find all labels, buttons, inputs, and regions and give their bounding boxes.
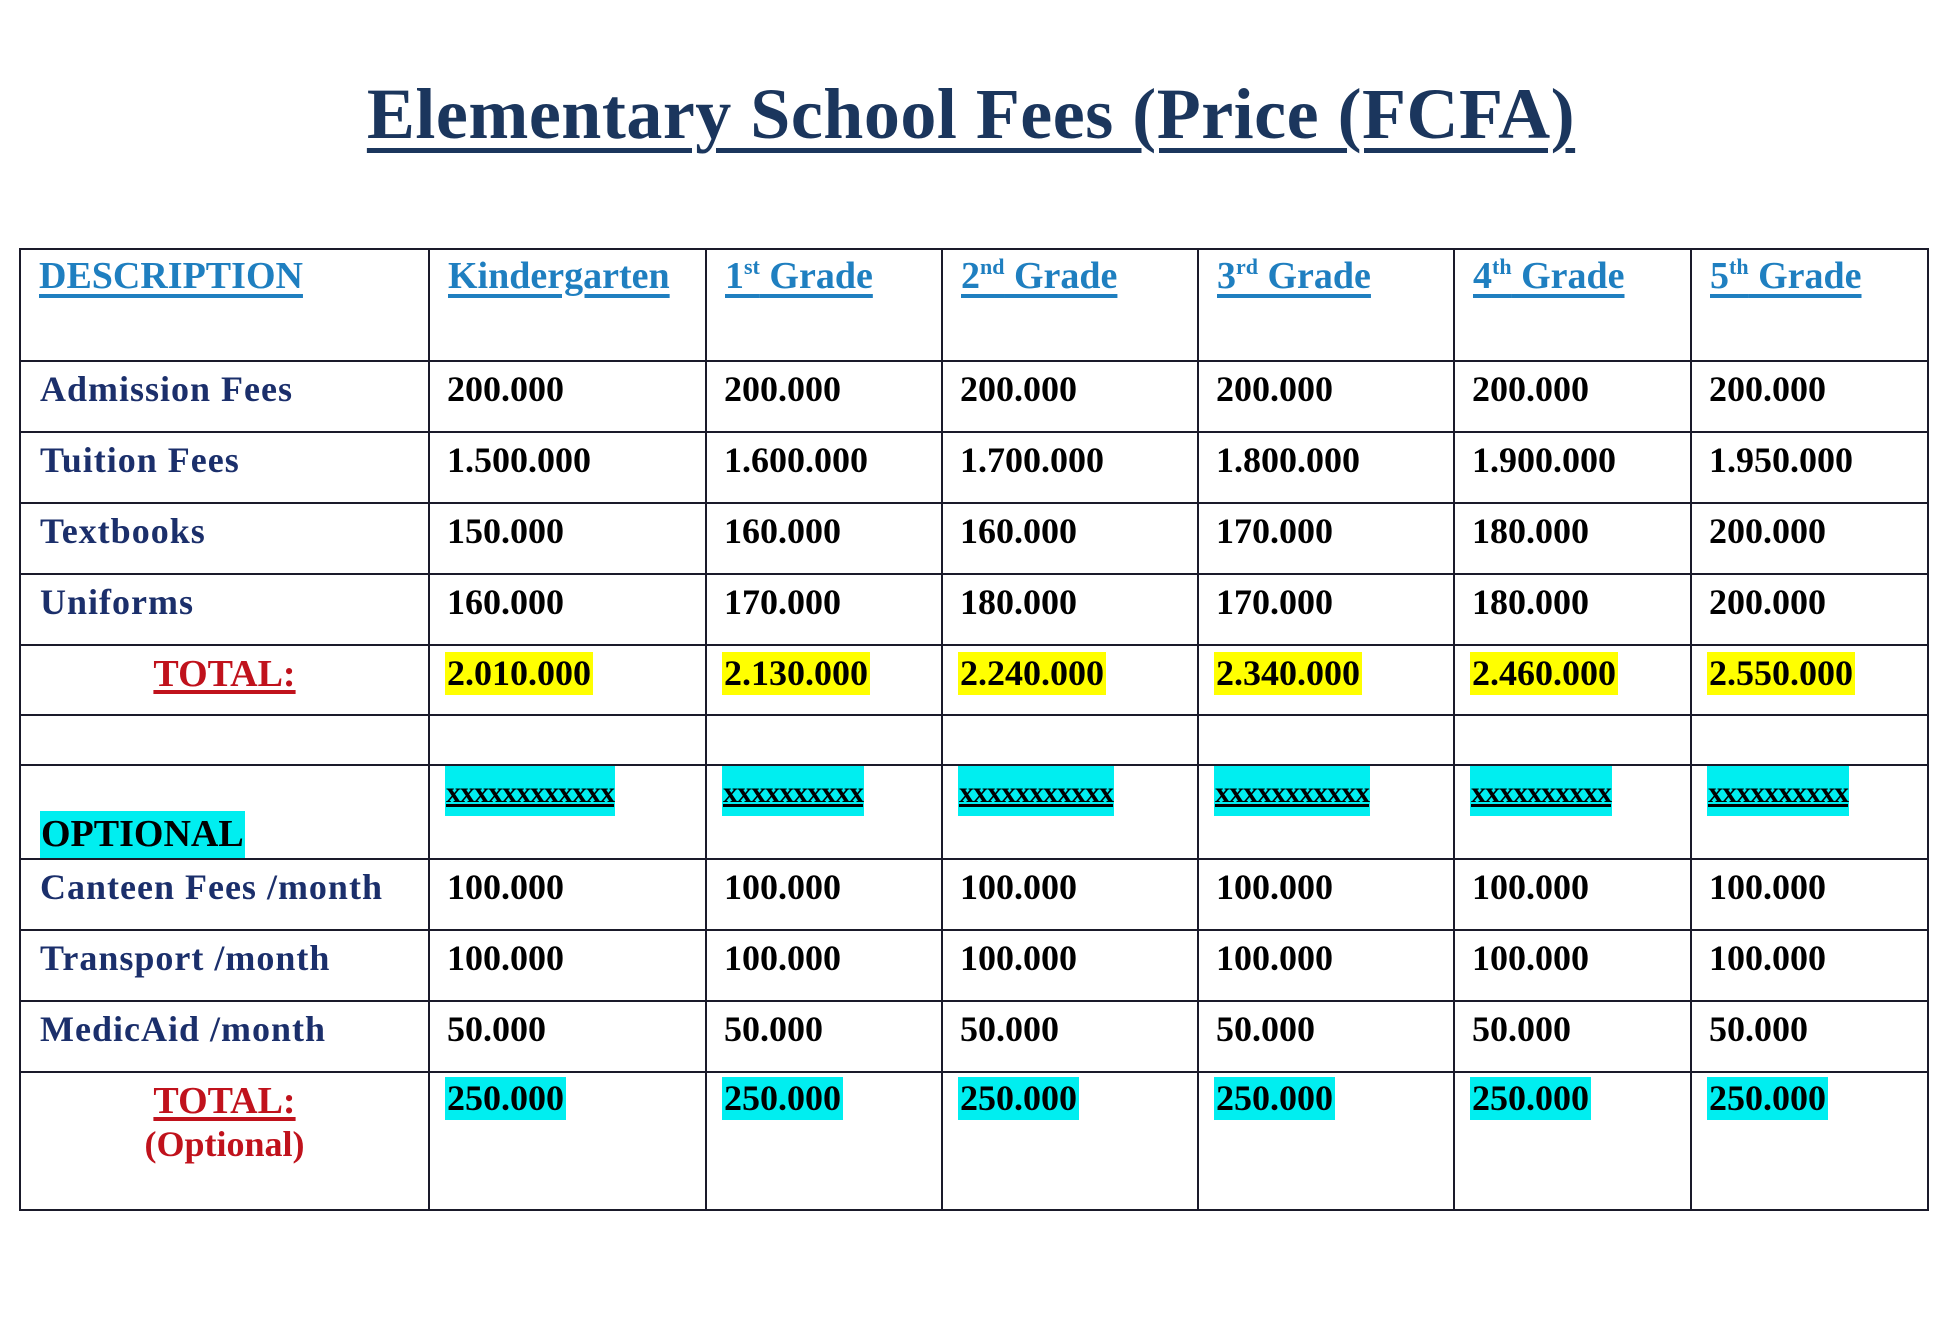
header-cell-grade <box>1198 249 1454 361</box>
total-cell <box>429 645 706 715</box>
value-cell <box>706 859 942 930</box>
header-grade-5 <box>1710 254 1862 300</box>
fee-value: 200.000 <box>1709 369 1826 409</box>
fee-value: 150.000 <box>447 511 564 551</box>
grade-label: Grade <box>1004 255 1118 297</box>
table-row-medicaid <box>20 1001 1928 1072</box>
header-cell-grade <box>706 249 942 361</box>
total-value: 2.460.000 <box>1470 652 1618 695</box>
value-cell <box>1454 859 1691 930</box>
value-cell <box>1691 930 1928 1001</box>
grade-label: Grade <box>1258 255 1371 297</box>
fee-value: 160.000 <box>447 582 564 622</box>
optional-total-value: 250.000 <box>1214 1077 1335 1120</box>
fee-value: 1.500.000 <box>447 440 591 480</box>
empty-cell <box>20 715 429 765</box>
row-label: Admission Fees <box>40 369 294 409</box>
value-cell <box>429 1001 706 1072</box>
row-label: Uniforms <box>40 582 194 622</box>
fee-value: 100.000 <box>724 938 841 978</box>
header-cell-grade <box>1454 249 1691 361</box>
fee-value: 100.000 <box>960 867 1077 907</box>
header-description: DESCRIPTION <box>39 255 303 297</box>
fee-value: 180.000 <box>1472 582 1589 622</box>
header-grade-1 <box>725 254 873 300</box>
optional-total-value: 250.000 <box>445 1077 566 1120</box>
grade-label: Grade <box>1748 255 1862 297</box>
empty-cell <box>429 715 706 765</box>
value-cell <box>1198 361 1454 432</box>
mask-cell <box>1454 765 1691 859</box>
value-cell <box>429 930 706 1001</box>
row-label: Canteen Fees /month <box>40 867 383 907</box>
header-cell-grade <box>942 249 1198 361</box>
row-label: MedicAid /month <box>40 1009 327 1049</box>
value-cell <box>1454 1001 1691 1072</box>
grade-label: Grade <box>1511 255 1625 297</box>
value-cell <box>1454 930 1691 1001</box>
value-cell <box>942 859 1198 930</box>
total-value: 2.550.000 <box>1707 652 1855 695</box>
fee-value: 50.000 <box>960 1009 1059 1049</box>
value-cell <box>942 503 1198 574</box>
mask-cell <box>942 765 1198 859</box>
fee-value: 100.000 <box>1216 867 1333 907</box>
table-row-uniforms <box>20 574 1928 645</box>
value-cell <box>429 503 706 574</box>
grade-num: 3 <box>1217 255 1236 297</box>
fee-value: 100.000 <box>447 867 564 907</box>
empty-cell <box>1198 715 1454 765</box>
fee-value: 50.000 <box>1216 1009 1315 1049</box>
header-cell-description <box>20 249 429 361</box>
header-grade-2 <box>961 254 1117 300</box>
grade-num: 2 <box>961 255 980 297</box>
value-cell <box>706 1001 942 1072</box>
value-cell <box>1454 432 1691 503</box>
fee-value: 200.000 <box>447 369 564 409</box>
fee-value: 100.000 <box>1472 938 1589 978</box>
redacted-mask: xxxxxxxxxxx <box>1214 766 1370 816</box>
mask-cell <box>1691 765 1928 859</box>
optional-total-label-text: TOTAL: <box>153 1080 296 1122</box>
fee-value: 50.000 <box>1709 1009 1808 1049</box>
table-row-total <box>20 645 1928 715</box>
value-cell <box>706 574 942 645</box>
mask-cell <box>1198 765 1454 859</box>
optional-label: OPTIONAL <box>40 811 245 859</box>
value-cell <box>706 930 942 1001</box>
value-cell <box>942 361 1198 432</box>
value-cell <box>1454 503 1691 574</box>
optional-total-value: 250.000 <box>722 1077 843 1120</box>
fee-value: 200.000 <box>1472 369 1589 409</box>
value-cell <box>1198 432 1454 503</box>
fee-value: 100.000 <box>447 938 564 978</box>
value-cell <box>706 503 942 574</box>
value-cell <box>942 432 1198 503</box>
optional-total-cell <box>1691 1072 1928 1210</box>
value-cell <box>1198 859 1454 930</box>
row-label: Transport /month <box>40 938 331 978</box>
redacted-mask: xxxxxxxxxx <box>722 766 864 816</box>
mask-cell <box>706 765 942 859</box>
value-cell <box>429 361 706 432</box>
total-cell <box>1198 645 1454 715</box>
value-cell <box>1454 361 1691 432</box>
fee-value: 180.000 <box>960 582 1077 622</box>
value-cell <box>1198 574 1454 645</box>
total-value: 2.240.000 <box>958 652 1106 695</box>
total-label <box>21 654 428 696</box>
value-cell <box>942 1001 1198 1072</box>
fee-value: 1.950.000 <box>1709 440 1853 480</box>
fee-value: 170.000 <box>1216 511 1333 551</box>
grade-label: Kindergarten <box>448 255 670 297</box>
fee-value: 100.000 <box>960 938 1077 978</box>
header-grade-4 <box>1473 254 1625 300</box>
row-label: Textbooks <box>40 511 206 551</box>
fee-value: 1.700.000 <box>960 440 1104 480</box>
value-cell <box>1691 574 1928 645</box>
fee-value: 100.000 <box>1472 867 1589 907</box>
table-row-blank <box>20 715 1928 765</box>
total-value: 2.130.000 <box>722 652 870 695</box>
total-cell <box>1691 645 1928 715</box>
table-row-optional-header <box>20 765 1928 859</box>
empty-cell <box>706 715 942 765</box>
fees-table <box>19 248 1929 1211</box>
grade-label: Grade <box>759 255 873 297</box>
optional-total-sublabel: (Optional) <box>144 1123 305 1164</box>
fee-value: 50.000 <box>1472 1009 1571 1049</box>
row-label-cell <box>20 432 429 503</box>
row-label-cell <box>20 361 429 432</box>
grade-ordinal: nd <box>980 254 1005 279</box>
header-cell-grade <box>429 249 706 361</box>
grade-num: 4 <box>1473 255 1492 297</box>
redacted-mask: xxxxxxxxxxx <box>958 766 1114 816</box>
grade-ordinal: th <box>1729 254 1749 279</box>
redacted-mask: xxxxxxxxxxxx <box>445 766 615 816</box>
value-cell <box>1198 930 1454 1001</box>
fee-value: 200.000 <box>1709 511 1826 551</box>
fee-value: 100.000 <box>1709 867 1826 907</box>
total-cell <box>1454 645 1691 715</box>
total-value: 2.010.000 <box>445 652 593 695</box>
fee-value: 50.000 <box>724 1009 823 1049</box>
value-cell <box>1691 503 1928 574</box>
fee-value: 50.000 <box>447 1009 546 1049</box>
total-cell <box>942 645 1198 715</box>
value-cell <box>942 930 1198 1001</box>
table-row-tuition-fees <box>20 432 1928 503</box>
fee-value: 100.000 <box>724 867 841 907</box>
total-cell <box>706 645 942 715</box>
fee-value: 100.000 <box>1709 938 1826 978</box>
optional-total-label-cell <box>20 1072 429 1210</box>
table-row-admission-fees <box>20 361 1928 432</box>
table-row-canteen-fees <box>20 859 1928 930</box>
fee-value: 200.000 <box>724 369 841 409</box>
fee-value: 200.000 <box>1709 582 1826 622</box>
grade-ordinal: th <box>1492 254 1512 279</box>
fee-value: 170.000 <box>1216 582 1333 622</box>
header-grade-kindergarten <box>448 254 670 300</box>
value-cell <box>1691 859 1928 930</box>
row-label-cell <box>20 503 429 574</box>
total-label-cell <box>20 645 429 715</box>
value-cell <box>1691 1001 1928 1072</box>
optional-total-cell <box>429 1072 706 1210</box>
value-cell <box>1454 574 1691 645</box>
value-cell <box>706 432 942 503</box>
optional-total-cell <box>1454 1072 1691 1210</box>
value-cell <box>429 574 706 645</box>
header-row <box>20 249 1928 361</box>
fee-value: 1.900.000 <box>1472 440 1616 480</box>
fee-value: 180.000 <box>1472 511 1589 551</box>
grade-num: 1 <box>725 255 744 297</box>
optional-total-value: 250.000 <box>1470 1077 1591 1120</box>
fee-value: 170.000 <box>724 582 841 622</box>
fee-value: 200.000 <box>1216 369 1333 409</box>
header-cell-grade <box>1691 249 1928 361</box>
redacted-mask: xxxxxxxxxx <box>1470 766 1612 816</box>
value-cell <box>429 859 706 930</box>
grade-ordinal: rd <box>1236 254 1258 279</box>
grade-num: 5 <box>1710 255 1729 297</box>
optional-total-cell <box>706 1072 942 1210</box>
empty-cell <box>1454 715 1691 765</box>
value-cell <box>1198 1001 1454 1072</box>
page-title <box>0 74 1942 154</box>
value-cell <box>1198 503 1454 574</box>
row-label-cell <box>20 930 429 1001</box>
empty-cell <box>942 715 1198 765</box>
optional-total-value: 250.000 <box>1707 1077 1828 1120</box>
value-cell <box>1691 432 1928 503</box>
table-row-optional-total <box>20 1072 1928 1210</box>
optional-total-cell <box>942 1072 1198 1210</box>
fee-value: 1.800.000 <box>1216 440 1360 480</box>
value-cell <box>942 574 1198 645</box>
redacted-mask: xxxxxxxxxx <box>1707 766 1849 816</box>
fee-value: 160.000 <box>960 511 1077 551</box>
optional-total-label <box>21 1081 428 1164</box>
mask-cell <box>429 765 706 859</box>
optional-total-cell <box>1198 1072 1454 1210</box>
header-grade-3 <box>1217 254 1371 300</box>
total-label-text: TOTAL: <box>153 653 296 695</box>
page-title-text: Elementary School Fees (Price (FCFA) <box>366 74 1576 154</box>
table-row-textbooks <box>20 503 1928 574</box>
fee-value: 100.000 <box>1216 938 1333 978</box>
fee-value: 1.600.000 <box>724 440 868 480</box>
value-cell <box>429 432 706 503</box>
total-value: 2.340.000 <box>1214 652 1362 695</box>
grade-ordinal: st <box>744 254 760 279</box>
row-label: Tuition Fees <box>40 440 240 480</box>
fee-value: 160.000 <box>724 511 841 551</box>
fee-value: 200.000 <box>960 369 1077 409</box>
row-label-cell <box>20 574 429 645</box>
value-cell <box>1691 361 1928 432</box>
empty-cell <box>1691 715 1928 765</box>
value-cell <box>706 361 942 432</box>
row-label-cell <box>20 859 429 930</box>
row-label-cell <box>20 1001 429 1072</box>
table-row-transport <box>20 930 1928 1001</box>
optional-total-value: 250.000 <box>958 1077 1079 1120</box>
optional-label-cell <box>20 765 429 859</box>
